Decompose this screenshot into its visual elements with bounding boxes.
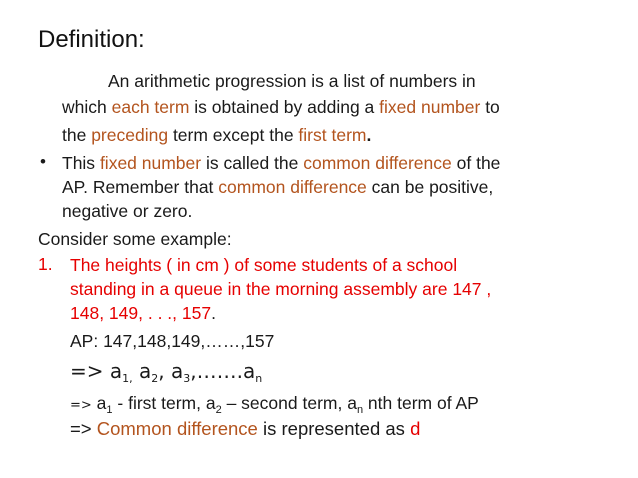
definition-line-2 [62, 96, 500, 118]
desc-sub: 2 [215, 404, 222, 416]
note-text: is represented as [257, 418, 411, 439]
sequence-notation [70, 360, 262, 390]
desc-text: nth term of AP [363, 393, 479, 413]
arrow: => [70, 418, 92, 439]
desc-text: a [96, 393, 107, 413]
slide-title: Definition: [38, 26, 145, 53]
bullet-text: can be positive, [366, 177, 494, 197]
example-values: 148, 149, . . ., 157 [70, 303, 212, 323]
desc-text: – second term, a [221, 393, 357, 413]
highlight-common-difference: common difference [218, 177, 367, 197]
highlight-fixed-number: fixed number [379, 97, 481, 117]
definition-text: is obtained by adding a [189, 97, 380, 117]
highlight-common-difference: Common difference [96, 418, 258, 439]
highlight-each-term: each term [111, 97, 190, 117]
bullet-text: is called the [201, 153, 304, 173]
bullet-line-2 [62, 176, 493, 198]
bullet-text: AP. Remember that [62, 177, 219, 197]
example-line-2: standing in a queue in the morning assembly are 147 , [70, 279, 492, 299]
highlight-fixed-number: fixed number [99, 153, 202, 173]
definition-line-3 [62, 124, 371, 146]
bullet-icon: • [40, 152, 46, 171]
example-line-1: The heights ( in cm ) of some students of a school [70, 255, 458, 275]
seq-sub: 2 [151, 372, 159, 385]
seq-term: a [109, 359, 123, 383]
term-description [70, 392, 479, 421]
ap-sequence: AP: 147,148,149,……,157 [70, 331, 275, 351]
example-line-3 [70, 302, 216, 324]
desc-sub: n [356, 404, 364, 416]
definition-text: An arithmetic progression is a list of numbers in [108, 71, 476, 91]
seq-term: , a [158, 359, 184, 383]
definition-text: which [62, 97, 112, 117]
definition-text: term except the [168, 125, 299, 145]
bullet-line-1 [62, 152, 500, 174]
example-period: . [211, 303, 216, 323]
desc-text: - first term, a [112, 393, 216, 413]
definition-text: the [62, 125, 92, 145]
highlight-common-difference: common difference [303, 153, 452, 173]
seq-sub: 1, [122, 372, 133, 385]
definition-line-1 [108, 70, 476, 92]
definition-period: . [366, 125, 372, 145]
highlight-preceding: preceding [91, 125, 169, 145]
seq-term: a [132, 359, 152, 383]
seq-term: ,…….a [190, 359, 256, 383]
bullet-text: of the [451, 153, 501, 173]
arrow: => [70, 359, 104, 383]
seq-sub: 3 [183, 372, 191, 385]
consider-heading: Consider some example: [38, 229, 232, 249]
highlight-first-term: first term [298, 125, 367, 145]
example-number: 1. [38, 254, 53, 274]
symbol-d: d [410, 418, 421, 439]
desc-sub: 1 [106, 404, 113, 416]
definition-text: to [480, 97, 500, 117]
arrow: => [70, 398, 92, 413]
common-difference-note [70, 418, 420, 440]
seq-sub: n [255, 372, 263, 385]
bullet-line-3: negative or zero. [62, 201, 193, 221]
bullet-text: This [62, 153, 100, 173]
